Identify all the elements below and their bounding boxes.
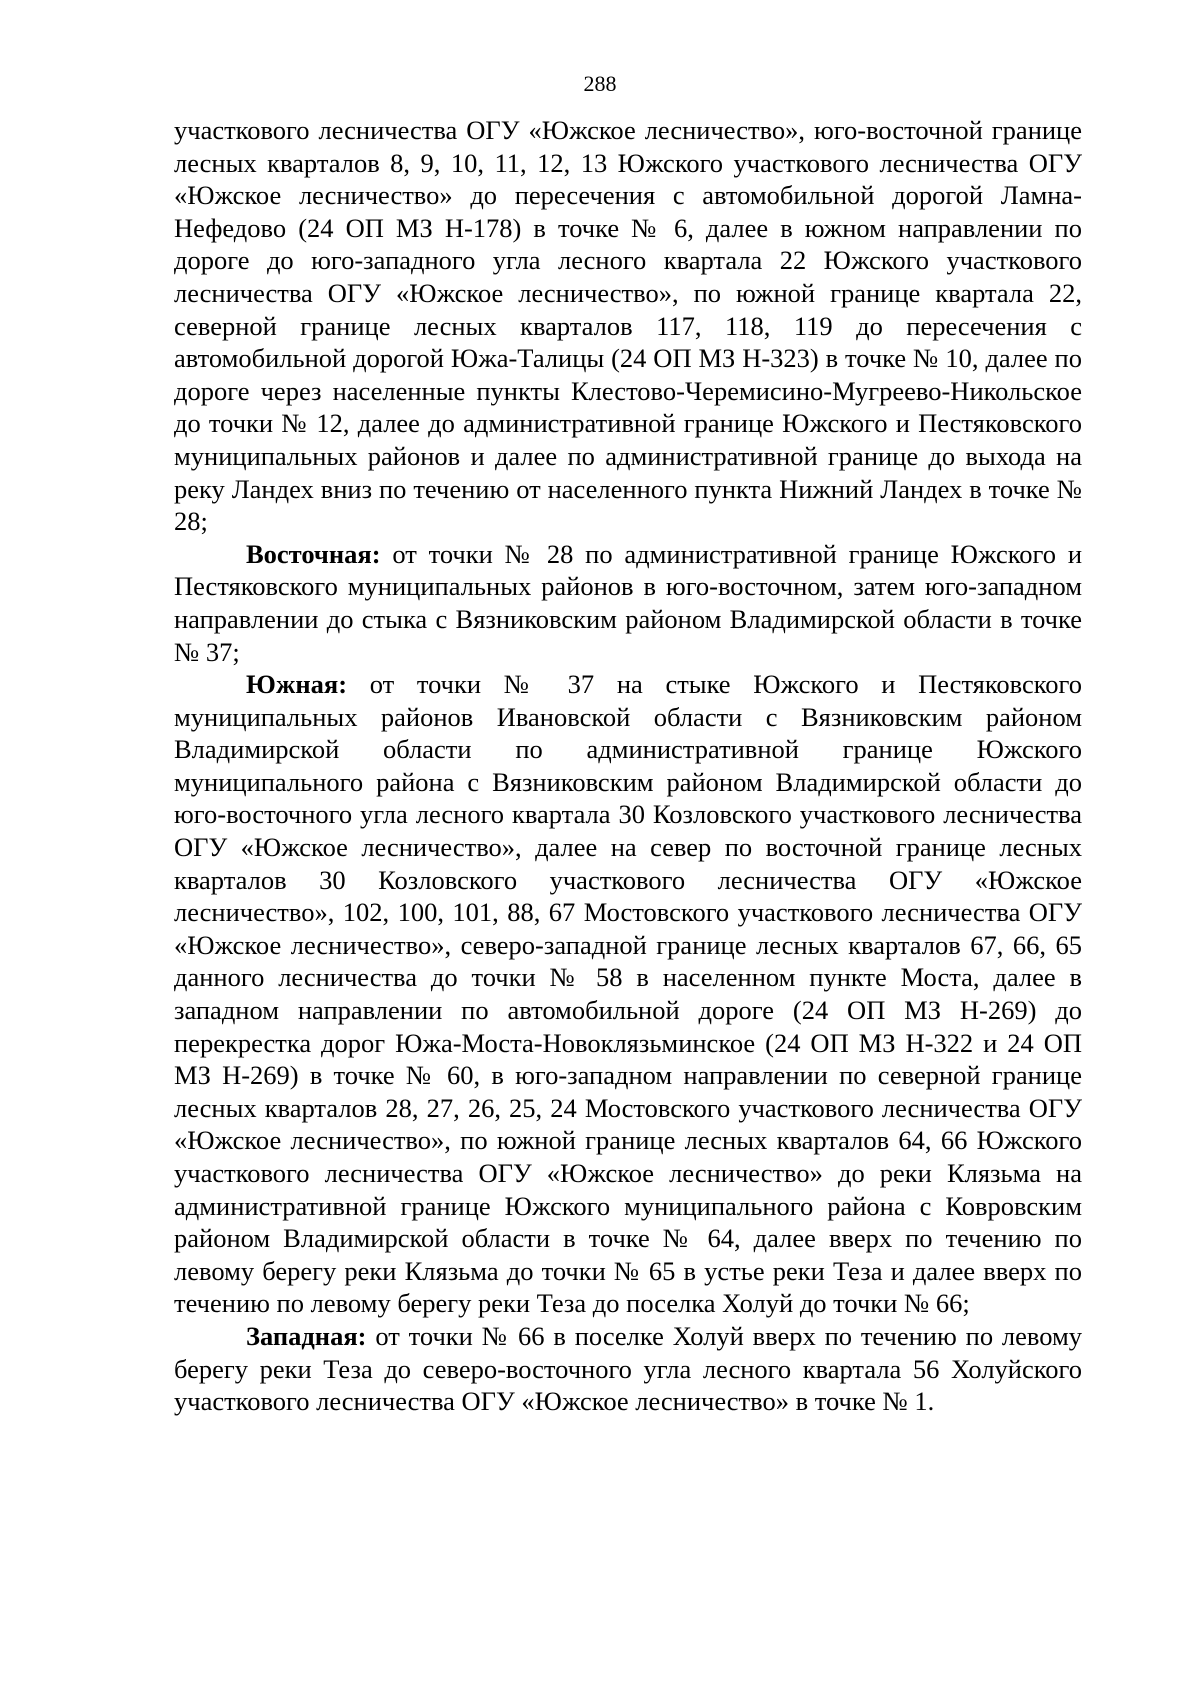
paragraph-intro: участкового лесничества ОГУ «Южское лесничество», юго-восточной границе лесных кварталов 8, 9, 10, 11, 12, 13 Южского участкового лесничества ОГУ «Южское лесничество» до пересечения с автомобильной дорогой Ламна-Нефедово (24 ОП МЗ Н-178) в точке № 6, далее в южном направлении по дороге до юго-западного угла лесного квартала 22 Южского участкового лесничества ОГУ «Южское лесничество», по южной границе квартала 22, северной границе лесных кварталов 117, 118, 119 до пересечения с автомобильной дорогой Южа-Талицы (24 ОП МЗ Н-323) в точке № 10, далее по дороге через населенные пункты Клестово-Черемисино-Мугреево-Никольское до точки № 12, далее до административной границе Южского и Пестяковского муниципальных районов и далее по административной границе до выхода на реку Ландех вниз по течению от населенного пункта Нижний Ландех в точке № 28;	[174, 115, 1082, 537]
document-body	[174, 114, 1082, 1418]
south-boundary-text: от точки № 37 на стыке Южского и Пестяковского муниципальных районов Ивановской области с Вязниковским районом Владимирской области по административной границе Южского муниципального района с Вязниковским районом Владимирской области до юго-восточного угла лесного квартала 30 Козловского участкового лесничества ОГУ «Южское лесничество», далее на север по восточной границе лесных кварталов 30 Козловского участкового лесничества ОГУ «Южское лесничество», 102, 100, 101, 88, 67 Мостовского участкового лесничества ОГУ «Южское лесничество», северо-западной границе лесных кварталов 67, 66, 65 данного лесничества до точки № 58 в населенном пункте Моста, далее в западном направлении по автомобильной дороге (24 ОП МЗ Н-269) до перекрестка дорог Южа-Моста-Новоклязьминское (24 ОП МЗ Н-322 и 24 ОП МЗ Н-269) в точке № 60, в юго-западном направлении по северной границе лесных кварталов 28, 27, 26, 25, 24 Мостовского участкового лесничества ОГУ «Южское лесничество», по южной границе лесных кварталов 64, 66 Южского участкового лесничества ОГУ «Южское лесничество» до реки Клязьма на административной границе Южского муниципального района с Ковровским районом Владимирской области в точке № 64, далее вверх по течению по левому берегу реки Клязьма до точки № 65 в устье реки Теза и далее вверх по течению по левому берегу реки Теза до поселка Холуй до точки № 66;	[174, 669, 1082, 1319]
paragraph-west-boundary	[174, 1320, 1082, 1418]
west-boundary-label: Западная:	[246, 1320, 367, 1351]
paragraph-east-boundary	[174, 538, 1082, 668]
west-boundary-text: от точки № 66 в поселке Холуй вверх по течению по левому берегу реки Теза до северо-восточного угла лесного квартала 56 Холуйского участкового лесничества ОГУ «Южское лесничество» в точке № 1.	[174, 1320, 1082, 1417]
page-number: 288	[583, 71, 617, 96]
paragraph-south-boundary	[174, 668, 1082, 1320]
east-boundary-text: от точки № 28 по административной границе Южского и Пестяковского муниципальных районов в юго-восточном, затем юго-западном направлении до стыка с Вязниковским районом Владимирской области в точке № 37;	[174, 538, 1082, 667]
south-boundary-label: Южная:	[246, 669, 348, 700]
east-boundary-label: Восточная:	[246, 538, 381, 569]
